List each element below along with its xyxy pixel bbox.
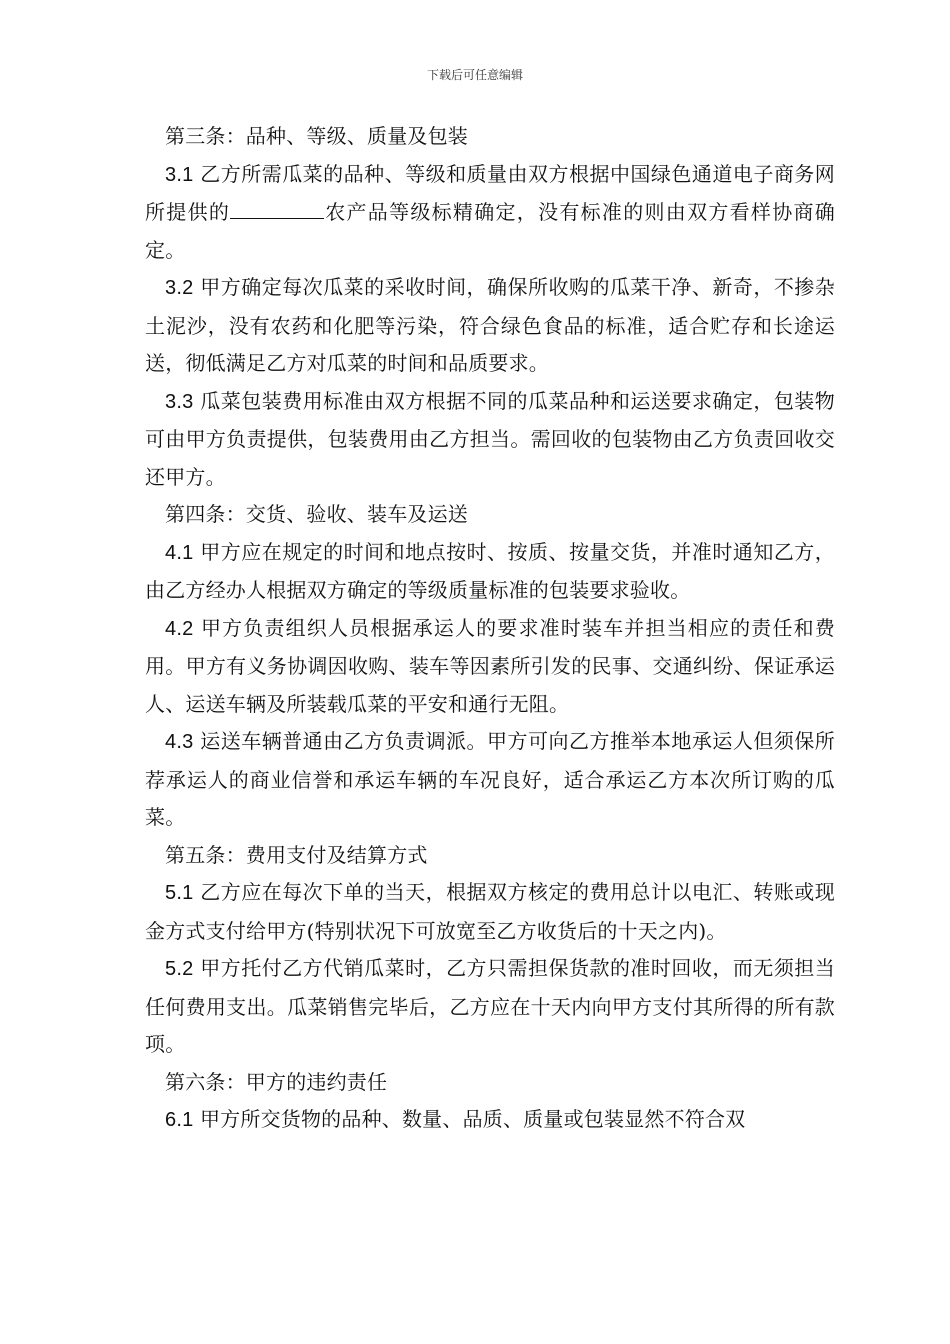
- clause-number: 4.3: [165, 731, 194, 753]
- clause-paragraph: [145, 950, 835, 1064]
- paragraph-text: 第三条：品种、等级、质量及包装: [165, 124, 468, 148]
- fill-in-blank: [230, 200, 324, 219]
- clause-paragraph: [145, 723, 835, 837]
- paragraph-text: 乙方所需瓜菜的品种、等级和质量由双方根据中国绿色通道电子商务网所提供的: [145, 161, 835, 224]
- clause-paragraph: [145, 383, 835, 497]
- section-heading: [145, 118, 835, 156]
- paragraph-text: 运送车辆普通由乙方负责调派。甲方可向乙方推举本地承运人但须保所荐承运人的商业信誉和承运车辆的车况良好，适合承运乙方本次所订购的瓜菜。: [145, 729, 835, 829]
- paragraph-text: 甲方所交货物的品种、数量、品质、质量或包装显然不符合双: [199, 1107, 746, 1131]
- paragraph-text: 瓜菜包装费用标准由双方根据不同的瓜菜品种和运送要求确定，包装物可由甲方负责提供，包装费用由乙方担当。需回收的包装物由乙方负责回收交还甲方。: [145, 388, 835, 489]
- clause-number: 4.1: [165, 541, 194, 564]
- clause-paragraph: [145, 874, 835, 950]
- clause-paragraph: [145, 269, 835, 383]
- clause-number: 5.2: [165, 958, 194, 980]
- clause-paragraph: [145, 534, 835, 610]
- section-heading: [145, 837, 835, 875]
- clause-paragraph: [145, 610, 835, 724]
- paragraph-text: 第四条：交货、验收、装车及运送: [165, 502, 468, 526]
- clause-number: 3.3: [165, 390, 194, 413]
- paragraph-text: 甲方应在规定的时间和地点按时、按质、按量交货，并准时通知乙方，由乙方经办人根据双方确定的等级质量标准的包装要求验收。: [145, 539, 835, 602]
- section-heading: [145, 1064, 835, 1102]
- clause-number: 4.2: [165, 617, 194, 640]
- document-body: [145, 118, 835, 1140]
- paragraph-text: 甲方确定每次瓜菜的采收时间，确保所收购的瓜菜干净、新奇，不掺杂土泥沙，没有农药和化肥等污染，符合绿色食品的标准，适合贮存和长途运送，彻低满足乙方对瓜菜的时间和品质要求。: [145, 275, 835, 375]
- paragraph-text: 甲方负责组织人员根据承运人的要求准时装车并担当相应的责任和费用。甲方有义务协调因收购、装车等因素所引发的民事、交通纠纷、保证承运人、运送车辆及所装载瓜菜的平安和通行无阻。: [145, 615, 836, 716]
- paragraph-text: 第六条：甲方的违约责任: [165, 1069, 388, 1094]
- clause-paragraph: [145, 156, 835, 270]
- paragraph-text: 第五条：费用支付及结算方式: [165, 842, 428, 867]
- clause-number: 6.1: [165, 1109, 194, 1131]
- clause-number: 3.2: [165, 277, 194, 299]
- page-header: 下载后可任意编辑: [426, 68, 523, 82]
- clause-number: 5.1: [165, 882, 194, 904]
- clause-paragraph: [145, 1101, 835, 1140]
- section-heading: [145, 496, 835, 534]
- paragraph-text-continued: 农产品等级标精确定，没有标准的则由双方看样协商确定。: [145, 200, 835, 262]
- paragraph-text: 乙方应在每次下单的当天，根据双方核定的费用总计以电汇、转账或现金方式支付给甲方(特别状况下可放宽至乙方收货后的十天之内)。: [145, 880, 835, 943]
- paragraph-text: 甲方托付乙方代销瓜菜时，乙方只需担保货款的准时回收，而无须担当任何费用支出。瓜菜销售完毕后，乙方应在十天内向甲方支付其所得的所有款项。: [145, 956, 835, 1056]
- clause-number: 3.1: [165, 163, 194, 186]
